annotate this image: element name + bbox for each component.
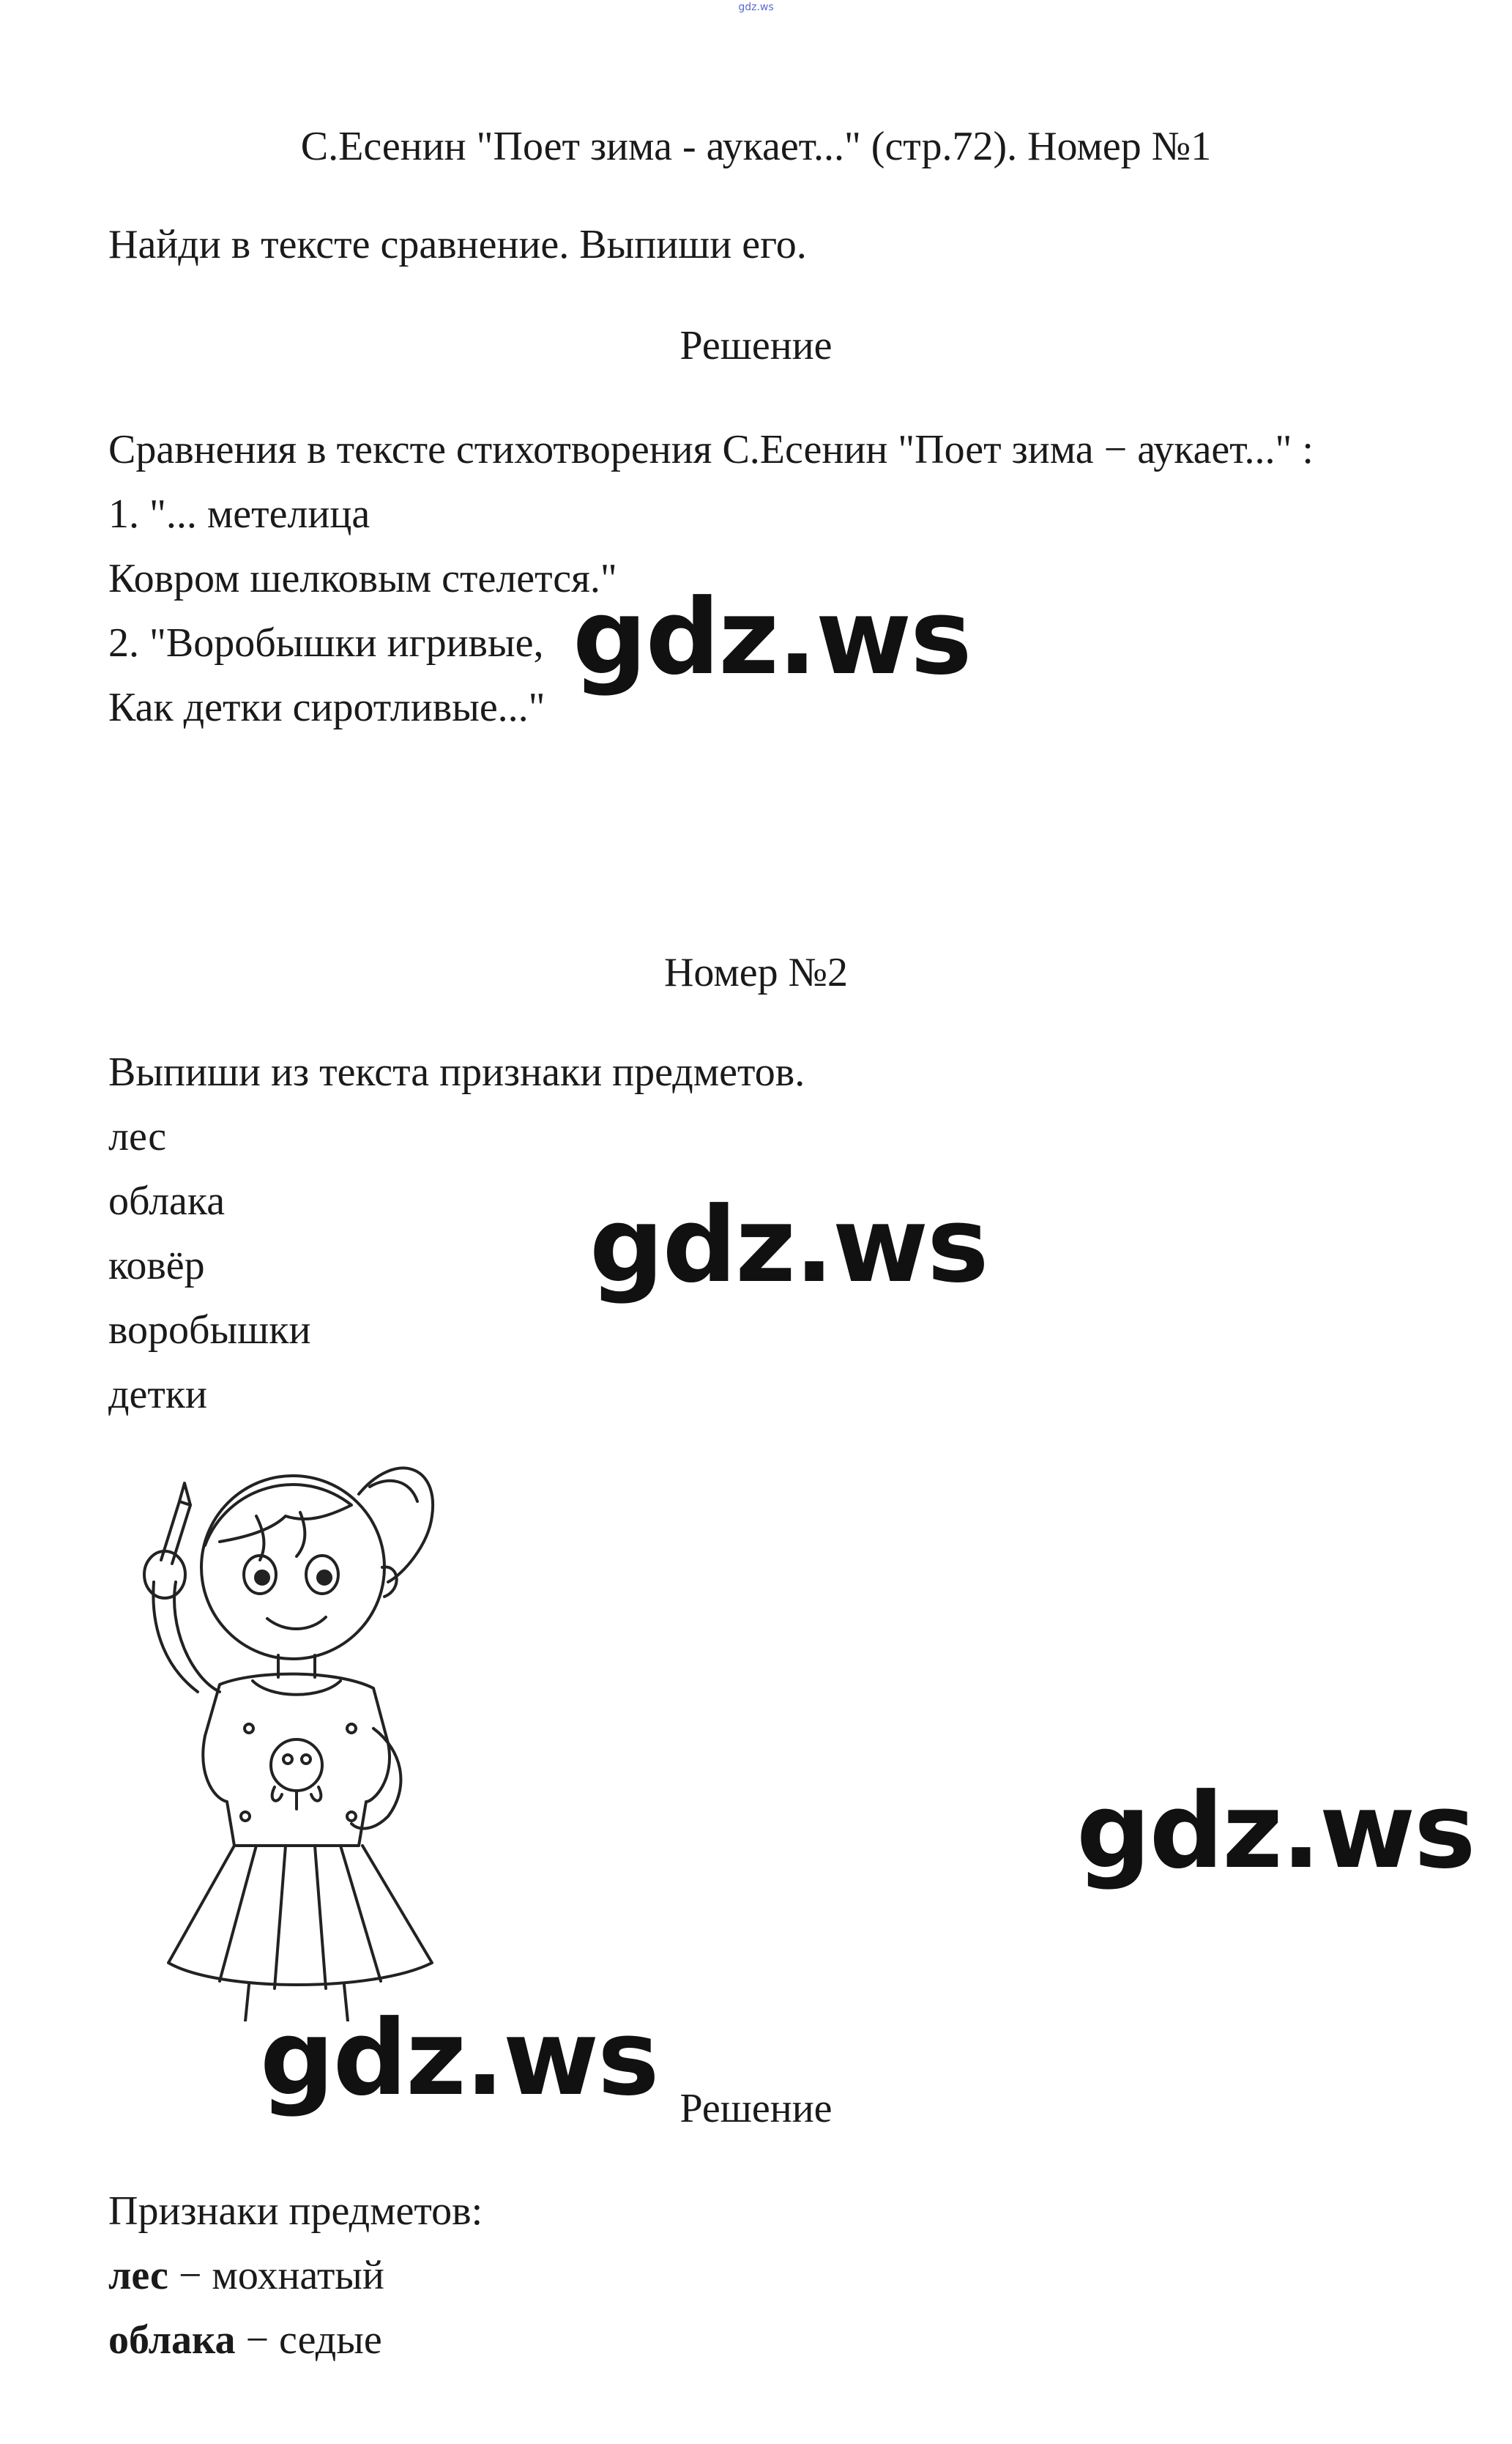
watermark-4: gdz.ws [260, 1998, 658, 2119]
watermark-2: gdz.ws [589, 1185, 988, 1306]
task2-answer-1 [108, 2243, 384, 2308]
task2-word-1: лес [108, 1114, 167, 1159]
task1-line-3: Ковром шелковым стелется." [108, 556, 617, 601]
answer-dash: − [235, 2317, 280, 2363]
answer-word: облака [108, 2317, 236, 2363]
answer-feature: мохнатый [212, 2253, 384, 2298]
watermark-1: gdz.ws [573, 577, 971, 698]
watermark-3: gdz.ws [1076, 1771, 1475, 1892]
top-watermark: gdz.ws [738, 1, 774, 13]
girl-with-pencil-illustration [110, 1435, 469, 2021]
answer-dash: − [168, 2253, 212, 2298]
task1-line-1: Сравнения в тексте стихотворения С.Есенин "Поет зима − аукает..." : [108, 427, 1314, 472]
task1-question: Найди в тексте сравнение. Выпиши его. [108, 222, 807, 267]
task2-word-2: облака [108, 1178, 226, 1224]
task1-title: С.Есенин "Поет зима - аукает..." (стр.72). Номер №1 [300, 124, 1212, 169]
task2-word-4: воробышки [108, 1307, 311, 1353]
task2-word-5: детки [108, 1372, 207, 1417]
answer-feature: седые [279, 2317, 382, 2363]
task2-word-3: ковёр [108, 1243, 205, 1288]
task1-line-4: 2. "Воробышки игривые, [108, 620, 544, 666]
answer-word: лес [108, 2253, 168, 2298]
task1-line-5: Как детки сиротливые..." [108, 685, 545, 730]
task1-solution-heading: Решение [679, 323, 833, 368]
task2-title: Номер №2 [663, 950, 849, 995]
task2-question: Выпиши из текста признаки предметов. [108, 1050, 805, 1095]
task2-answer-2 [108, 2308, 382, 2372]
task2-solution-heading: Решение [679, 2086, 833, 2131]
task2-answer-intro: Признаки предметов: [108, 2188, 483, 2234]
task1-line-2: 1. "... метелица [108, 491, 370, 537]
